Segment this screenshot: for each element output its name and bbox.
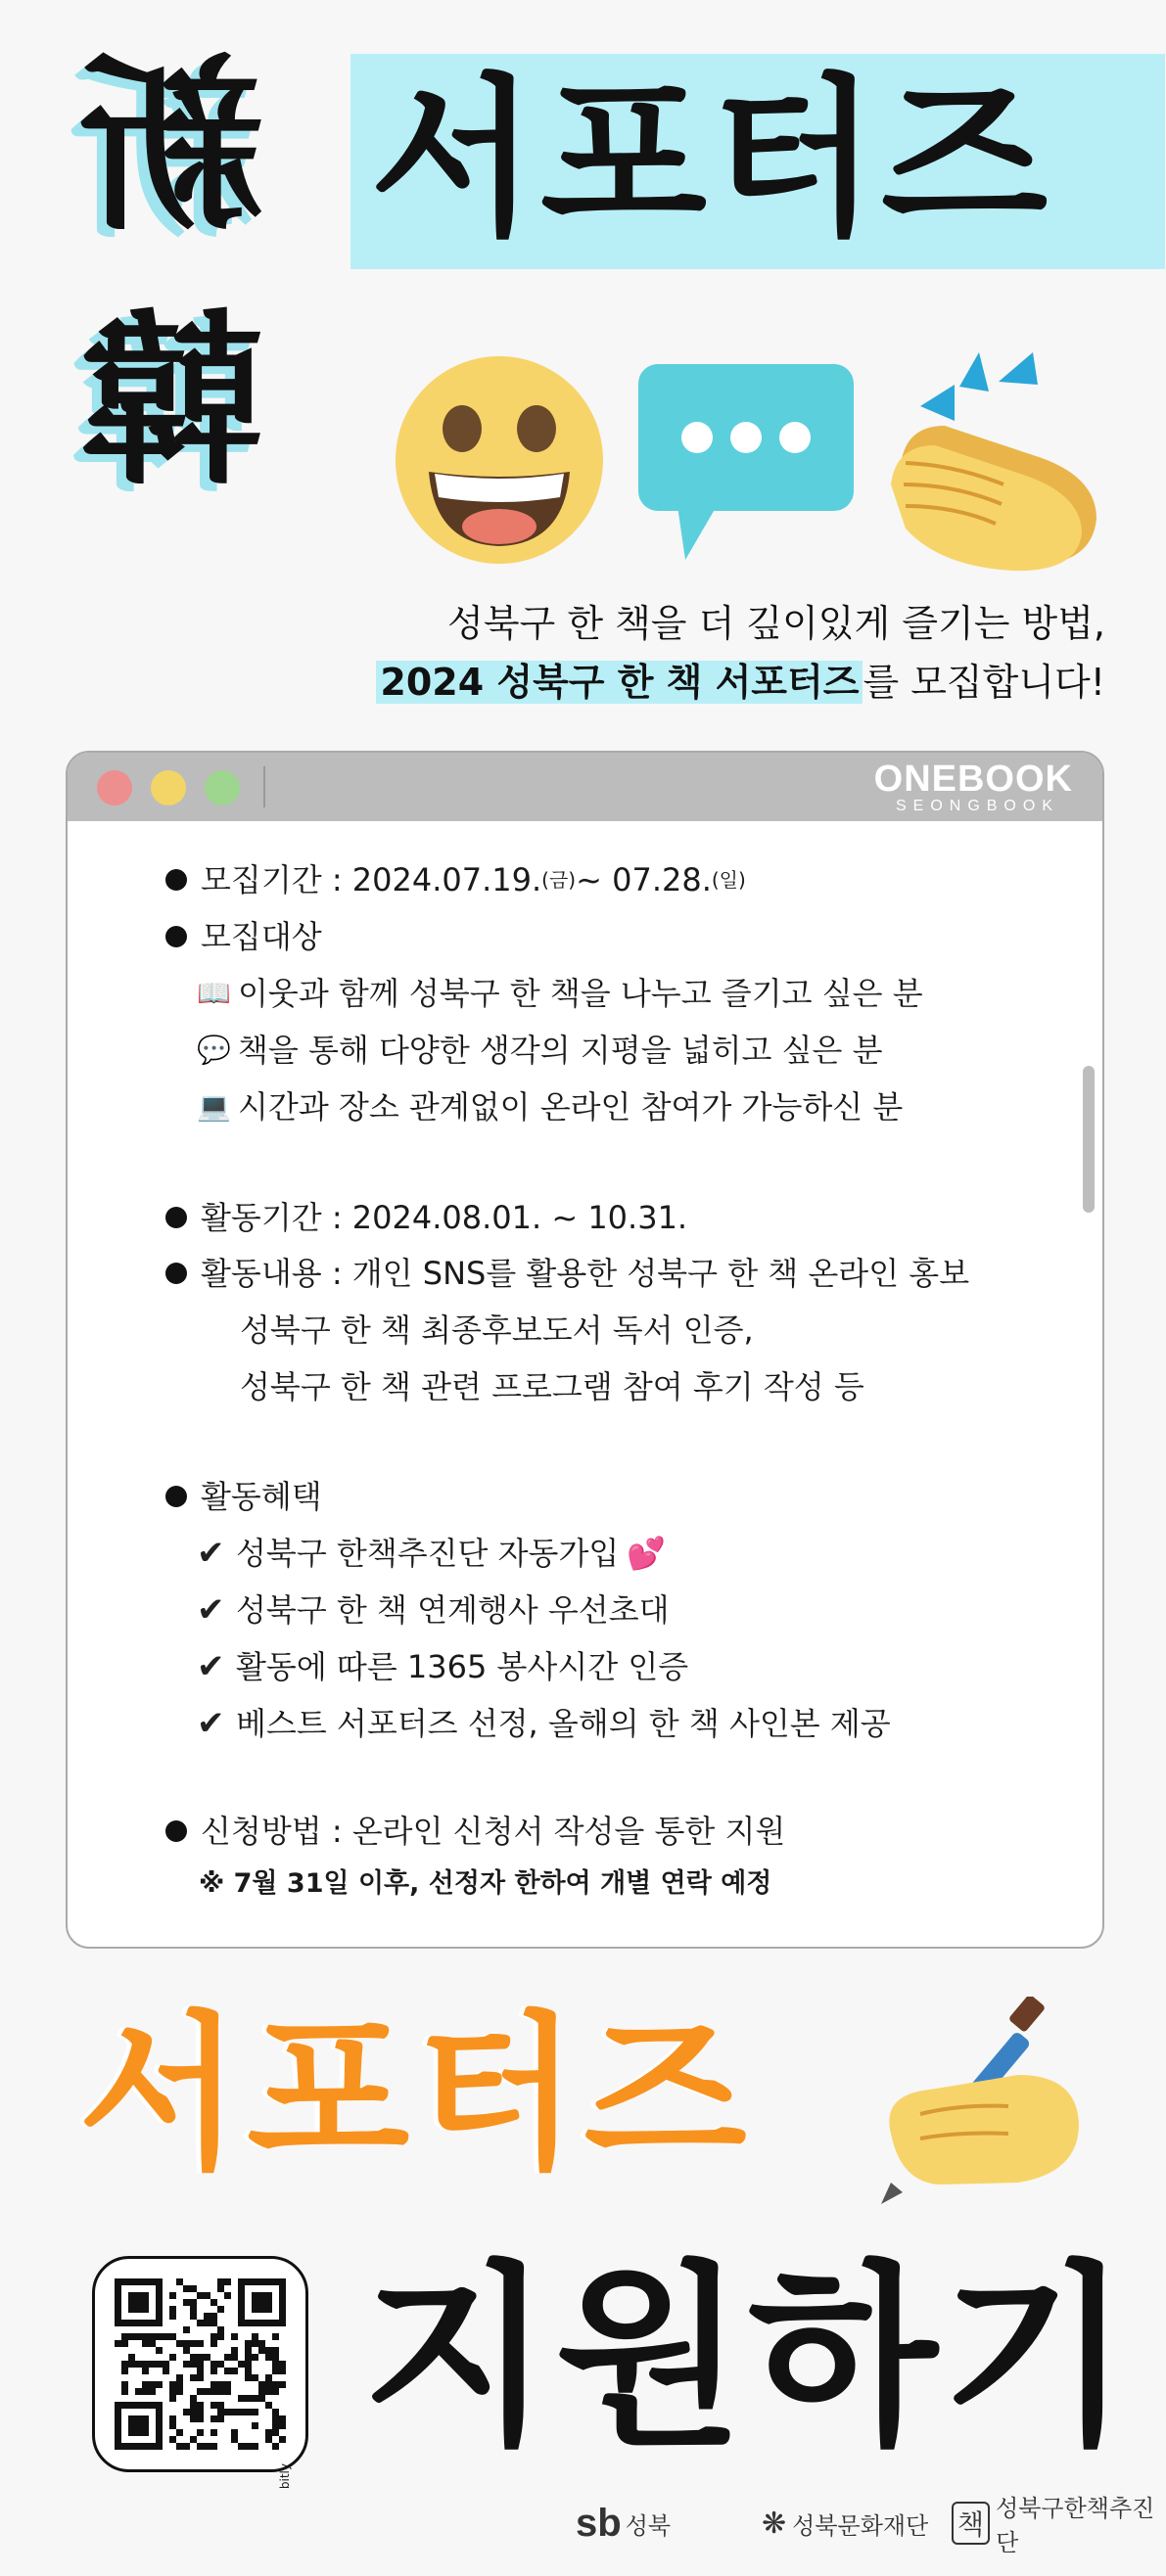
titlebar-divider <box>263 766 265 807</box>
bullet-icon <box>165 1486 187 1507</box>
benefit-text: 활동에 따른 1365 봉사시간 인증 <box>236 1648 689 1685</box>
supporters-heading: 서포터즈 <box>78 1996 753 2192</box>
qr-code-frame[interactable] <box>92 2256 308 2490</box>
header-kanji <box>54 37 289 524</box>
target-item-text: 책을 통해 다양한 생각의 지평을 넓히고 싶은 분 <box>238 1032 883 1069</box>
target-item-text: 이웃과 함께 성북구 한 책을 나누고 즐기고 싶은 분 <box>238 975 923 1012</box>
activity-content-cont1: 성북구 한 책 최종후보도서 독서 인증, <box>240 1311 754 1349</box>
benefits-label: 활동혜택 <box>201 1478 322 1515</box>
activity-period-text: 활동기간 : 2024.08.01. ~ 10.31. <box>201 1199 688 1236</box>
recruit-target <box>165 917 923 1127</box>
target-item <box>165 1087 923 1127</box>
close-dot-icon <box>97 770 132 805</box>
kanji-bottom: 韓 <box>78 292 265 510</box>
benefit-text: 성북구 한 책 연계행사 우선초대 <box>236 1591 670 1629</box>
checkmark-icon: ✔ <box>197 1590 225 1630</box>
benefit-text: 성북구 한책추진단 자동가입 <box>236 1535 620 1572</box>
apply-method <box>165 1812 785 1904</box>
open-book-icon: 📖 <box>197 977 231 1009</box>
sponsor-onebook-committee <box>952 2495 1166 2556</box>
onebook-logo: ONEBOOK <box>873 759 1073 800</box>
sponsor-culture-foundation <box>762 2502 928 2545</box>
apply-heading: 지원하기 <box>362 2244 1135 2472</box>
checkmark-icon: ✔ <box>197 1704 225 1743</box>
bullet-icon <box>165 1820 187 1842</box>
apply-method-label: 신청방법 : 온라인 신청서 작성을 통한 지원 <box>201 1813 786 1850</box>
sponsor-name: 성북문화재단 <box>792 2511 929 2540</box>
activity-content <box>165 1254 969 1406</box>
clapping-hands-icon <box>886 347 1106 573</box>
bullet-icon <box>165 1263 187 1284</box>
target-item <box>165 1031 923 1070</box>
maximize-dot-icon <box>205 770 240 805</box>
minimize-dot-icon <box>151 770 186 805</box>
recruit-period <box>165 860 746 899</box>
laptop-icon: 💻 <box>197 1090 231 1123</box>
recruit-day2: (일) <box>711 868 746 892</box>
target-item-text: 시간과 장소 관계없이 온라인 참여가 가능하신 분 <box>238 1088 904 1126</box>
lead-rest: 를 모집합니다! <box>863 661 1105 704</box>
speech-bubble-small-icon: 💬 <box>197 1034 231 1066</box>
title-highlight-box <box>350 54 1165 269</box>
bullet-icon <box>165 1207 187 1228</box>
benefit-item <box>165 1534 891 1573</box>
page-title: 서포터즈 <box>370 59 1052 259</box>
recruit-mid: ~ 07.28. <box>576 861 712 898</box>
checkmark-icon: ✔ <box>197 1647 225 1686</box>
recruit-day1: (금) <box>541 868 577 892</box>
info-window <box>66 751 1104 1949</box>
kanji-top: 新 <box>78 37 265 255</box>
grinning-face-icon <box>392 352 607 568</box>
window-titlebar <box>68 753 1102 821</box>
target-label: 모집대상 <box>201 918 322 955</box>
activity-content-label: 활동내용 : 개인 SNS를 활용한 성북구 한 책 온라인 홍보 <box>201 1255 970 1292</box>
checkmark-icon: ✔ <box>197 1534 225 1573</box>
lead-highlight: 2024 성북구 한 책 서포터즈 <box>376 661 863 704</box>
committee-logo-icon: 책 <box>952 2502 990 2545</box>
window-scrollbar[interactable] <box>1083 1066 1095 1213</box>
qr-code[interactable] <box>115 2278 286 2450</box>
target-item <box>165 974 923 1013</box>
bullet-icon <box>165 869 187 891</box>
recruit-period-label: 모집기간 : 2024.07.19. <box>201 861 542 898</box>
benefit-item <box>165 1590 891 1630</box>
sb-logo: sb <box>576 2501 622 2545</box>
sponsor-name: 성북 <box>625 2511 672 2540</box>
onebook-logo-sub: SEONGBOOK <box>895 798 1059 814</box>
qr-caption: bitly <box>278 2463 292 2490</box>
sponsor-name: 성북구한책추진단 <box>996 2495 1155 2556</box>
two-hearts-icon: 💕 <box>627 1535 667 1572</box>
benefit-item <box>165 1647 891 1686</box>
writing-hand-icon <box>852 1997 1087 2212</box>
benefit-text: 베스트 서포터즈 선정, 올해의 한 책 사인본 제공 <box>236 1705 891 1742</box>
speech-bubble-icon <box>638 364 854 560</box>
activity-period <box>165 1198 687 1237</box>
activity-content-cont2: 성북구 한 책 관련 프로그램 참여 후기 작성 등 <box>240 1368 864 1405</box>
lead-line-1: 성북구 한 책을 더 깊이있게 즐기는 방법, <box>447 602 1105 645</box>
benefit-item <box>165 1704 891 1743</box>
lead-line-2 <box>376 658 1105 707</box>
benefits <box>165 1477 891 1743</box>
bullet-icon <box>165 926 187 947</box>
apply-note: ※ 7월 31일 이후, 선정자 한하여 개별 연락 예정 <box>199 1868 772 1899</box>
foundation-logo-icon: ❋ <box>762 2506 787 2541</box>
sponsor-seongbuk <box>576 2502 671 2545</box>
